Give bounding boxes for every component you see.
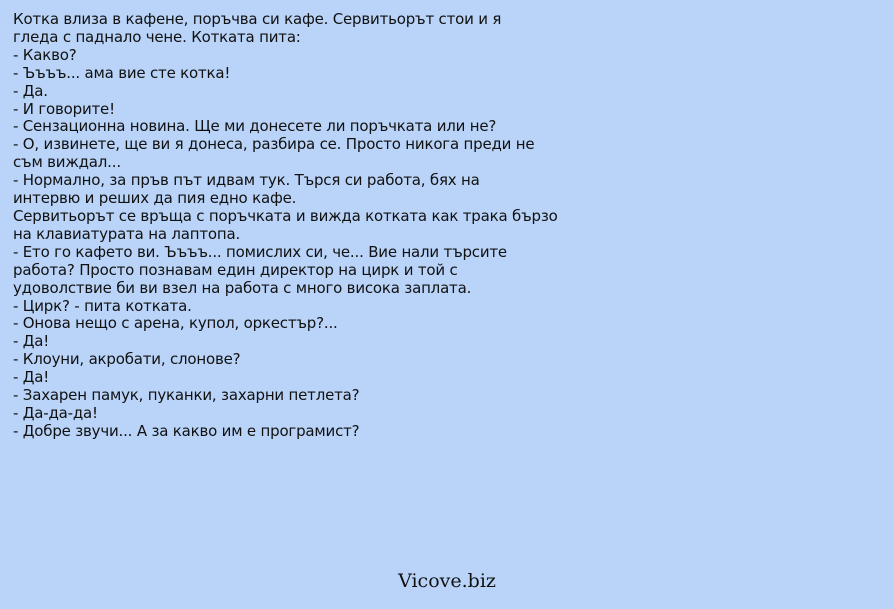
joke-line: - Добре звучи... А за какво им е програмист? (13, 421, 360, 440)
joke-line: - Ъъъъ... ама вие сте котка! (13, 63, 231, 82)
joke-line: на клавиатурата на лаптопа. (13, 224, 241, 243)
site-watermark: Vicove.biz (398, 570, 496, 592)
joke-line: - Да-да-да! (13, 403, 98, 422)
joke-line: - Какво? (13, 45, 77, 64)
joke-line: - Да! (13, 368, 50, 387)
joke-line: съм виждал... (13, 153, 121, 172)
joke-text (13, 11, 588, 441)
joke-line: - О, извинете, ще ви я донеса, разбира се. Просто никога преди не (13, 135, 535, 154)
joke-line: - Ето го кафето ви. Ъъъъ... помислих си, че... Вие нали търсите (13, 242, 507, 261)
joke-line: - Цирк? - пита котката. (13, 296, 192, 315)
joke-line: удоволствие би ви взел на работа с много висока заплата. (13, 278, 472, 297)
joke-line: - Захарен памук, пуканки, захарни петлета? (13, 386, 360, 405)
joke-line: - Сензационна новина. Ще ми донесете ли поръчката или не? (13, 117, 497, 136)
joke-line: интервю и реших да пия едно кафе. (13, 189, 297, 208)
joke-line: Котка влиза в кафене, поръчва си кафе. Сервитьорът стои и я (13, 10, 502, 28)
joke-line: - Нормално, за пръв път идвам тук. Търся си работа, бях на (13, 171, 480, 190)
joke-line: работа? Просто познавам един директор на цирк и той с (13, 260, 458, 279)
joke-line: - Да. (13, 81, 48, 100)
joke-line: - Клоуни, акробати, слонове? (13, 350, 241, 369)
joke-line: - Да! (13, 332, 50, 351)
joke-line: - И говорите! (13, 99, 115, 118)
joke-line: Сервитьорът се връща с поръчката и вижда котката как трака бързо (13, 206, 558, 225)
joke-line: гледа с паднало чене. Котката пита: (13, 27, 301, 46)
joke-line: - Онова нещо с арена, купол, оркестър?... (13, 314, 338, 333)
